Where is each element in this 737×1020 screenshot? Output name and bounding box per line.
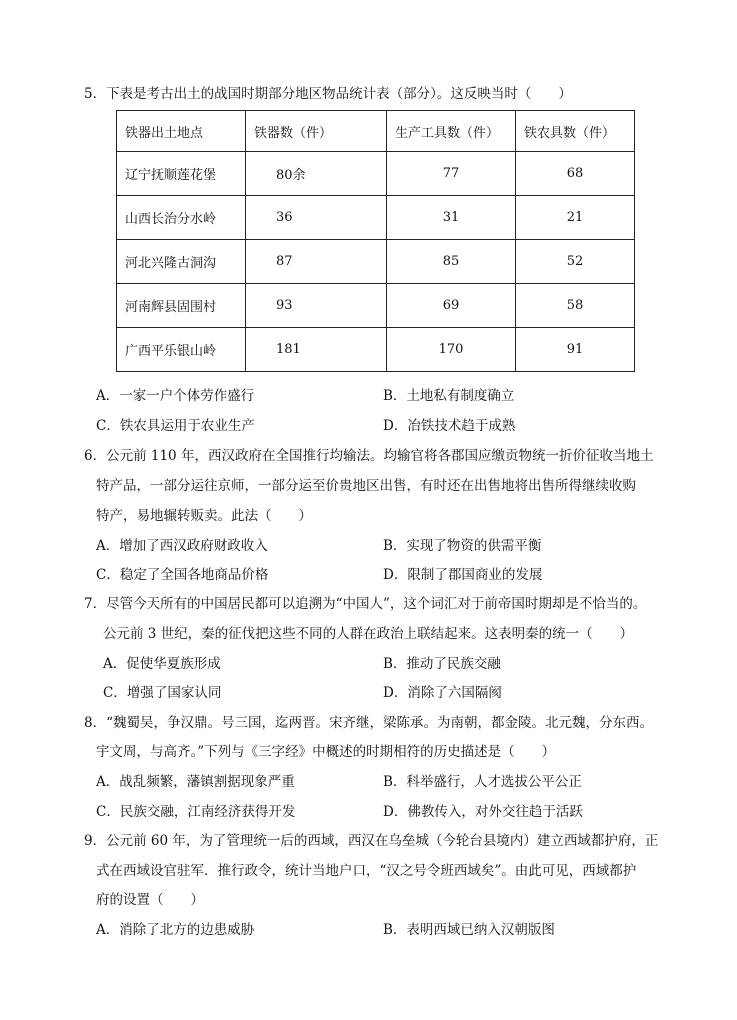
q6-stem-line-3: 特产，易地辗转贩卖。此法（ ） — [96, 508, 312, 524]
artifact-statistics-table — [116, 110, 635, 372]
table-row — [117, 328, 635, 372]
q5-option-b: B．土地私有制度确立 — [383, 388, 515, 404]
q5-option-d: D．冶铁技术趋于成熟 — [383, 418, 516, 434]
table-cell: 93 — [246, 284, 387, 328]
q9-option-a: A．消除了北方的边患威胁 — [96, 922, 255, 938]
q7-option-b: B．推动了民族交融 — [383, 656, 501, 672]
table-row — [117, 196, 635, 240]
table-cell: 河北兴隆古洞沟 — [117, 240, 246, 284]
q7-stem-line-2: 公元前 3 世纪，秦的征伐把这些不同的人群在政治上联结起来。这表明秦的统一（ ） — [103, 626, 634, 642]
q6-stem-line-2: 特产品，一部分运往京师，一部分运至价贵地区出售，有时还在出售地将出售所得继续收购 — [96, 478, 636, 494]
table-cell: 80余 — [246, 152, 387, 196]
q7-option-d: D．消除了六国隔阂 — [383, 685, 502, 701]
table-header-row — [117, 111, 635, 152]
q8-stem-line-1: 8．“魏蜀吴，争汉鼎。号三国，迄两晋。宋齐继，梁陈承。为南朝，都金陵。北元魏，分东西。 — [84, 715, 653, 731]
q9-stem-line-1: 9．公元前 60 年，为了管理统一后的西域，西汉在乌垒城（今轮台县境内）建立西域都护府，正 — [84, 833, 659, 849]
table-cell: 77 — [387, 152, 516, 196]
table-cell: 170 — [387, 328, 516, 372]
q6-option-c: C．稳定了全国各地商品价格 — [96, 567, 269, 583]
q8-option-c: C．民族交融，江南经济获得开发 — [96, 804, 296, 820]
table-cell: 辽宁抚顺莲花堡 — [117, 152, 246, 196]
q6-stem-line-1: 6．公元前 110 年，西汉政府在全国推行均输法。均输官将各郡国应缴贡物统一折价征收当地土 — [84, 448, 654, 464]
q8-option-a: A．战乱频繁，藩镇割据现象严重 — [96, 774, 295, 790]
q9-option-b: B．表明西域已纳入汉朝版图 — [383, 922, 555, 938]
q5-stem: 5．下表是考古出土的战国时期部分地区物品统计表（部分）。这反映当时（ ） — [84, 86, 572, 102]
q7-stem-line-1: 7．尽管今天所有的中国居民都可以追溯为“中国人”，这个词汇对于前帝国时期却是不恰当的。 — [84, 596, 647, 612]
q8-option-d: D．佛教传入，对外交往趋于活跃 — [383, 804, 583, 820]
table-header-cell: 铁器出土地点 — [117, 111, 246, 152]
q9-stem-line-2: 式在西域设官驻军．推行政令，统计当地户口，“汉之号令班西域矣”。由此可见，西域都护 — [96, 863, 637, 879]
table-cell: 21 — [516, 196, 635, 240]
q9-stem-line-3: 府的设置（ ） — [96, 892, 204, 908]
table-cell: 181 — [246, 328, 387, 372]
q7-option-c: C．增强了国家认同 — [103, 685, 222, 701]
table-header-cell: 铁器数（件） — [246, 111, 387, 152]
table-cell: 52 — [516, 240, 635, 284]
table-row — [117, 152, 635, 196]
table-cell: 85 — [387, 240, 516, 284]
table-header-cell: 生产工具数（件） — [387, 111, 516, 152]
table-cell: 87 — [246, 240, 387, 284]
table-cell: 广西平乐银山岭 — [117, 328, 246, 372]
q6-option-b: B．实现了物资的供需平衡 — [383, 538, 542, 554]
table-cell: 91 — [516, 328, 635, 372]
table-cell: 68 — [516, 152, 635, 196]
table-row — [117, 284, 635, 328]
q8-option-b: B．科举盛行，人才选拔公平公正 — [383, 774, 582, 790]
q5-option-a: A．一家一户个体劳作盛行 — [96, 388, 255, 404]
table-cell: 36 — [246, 196, 387, 240]
q7-option-a: A．促使华夏族形成 — [103, 656, 221, 672]
q5-option-c: C．铁农具运用于农业生产 — [96, 418, 255, 434]
table-header-cell: 铁农具数（件） — [516, 111, 635, 152]
table-cell: 山西长治分水岭 — [117, 196, 246, 240]
table-row — [117, 240, 635, 284]
table-cell: 58 — [516, 284, 635, 328]
q6-option-d: D．限制了郡国商业的发展 — [383, 567, 543, 583]
q8-stem-line-2: 宇文周，与高齐。”下列与《三字经》中概述的时期相符的历史描述是（ ） — [96, 744, 556, 760]
table-cell: 河南辉县固围村 — [117, 284, 246, 328]
q6-option-a: A．增加了西汉政府财政收入 — [96, 538, 268, 554]
table-cell: 69 — [387, 284, 516, 328]
table-cell: 31 — [387, 196, 516, 240]
